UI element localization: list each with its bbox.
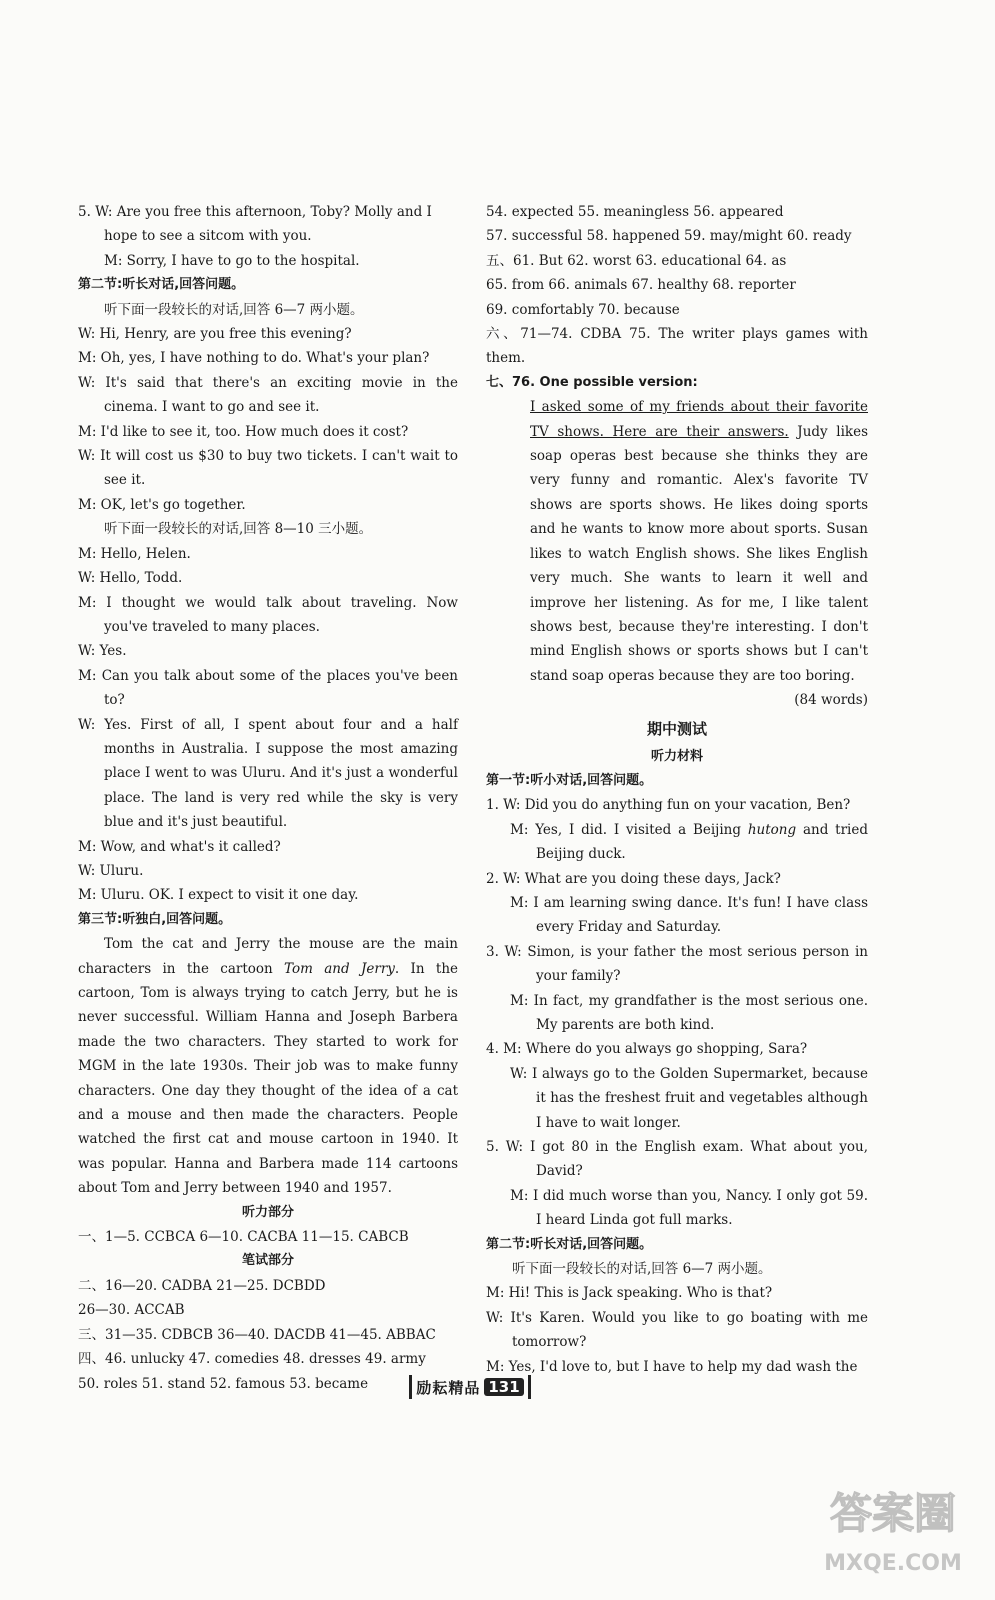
left-column (78, 200, 458, 1396)
answer-line-65: 65. from 66. animals 67. healthy 68. reporter (486, 277, 796, 294)
dialogue2-intro: 听下面一段较长的对话,回答 8—10 三小题。 (104, 521, 373, 538)
footer-brand: 励耘精品 (416, 1378, 481, 1397)
answer-line-54: 54. expected 55. meaningless 56. appeared (486, 204, 784, 220)
dialogue-line: W: Hi, Henry, are you free this evening? (78, 326, 352, 343)
answer-line-2: 二、16—20. CADBA 21—25. DCBDD (78, 1277, 326, 1294)
q1-woman: 1. W: Did you do anything fun on your vacation, Ben? (486, 797, 851, 814)
q4-woman: W: I always go to the Golden Supermarket, because it has the freshest fruit and vegetables although I have to wait longer. (510, 1065, 868, 1131)
dialogue-line: M: Wow, and what's it called? (78, 838, 281, 855)
answer-line-1: 一、1—5. CCBCA 6—10. CACBA 11—15. CABCB (78, 1229, 409, 1246)
dialogue-intro-right: 听下面一段较长的对话,回答 6—7 两小题。 (512, 1261, 772, 1278)
word-count: (84 words) (794, 692, 868, 709)
footer-bar-left (409, 1375, 412, 1399)
right-column (486, 200, 868, 1379)
dialogue-line: M: Oh, yes, I have nothing to do. What's your plan? (78, 350, 430, 367)
section2-heading-right: 第二节:听长对话,回答问题。 (486, 1236, 653, 1252)
q2-man: M: I am learning swing dance. It's fun! I have class every Friday and Saturday. (510, 894, 868, 936)
answer-line-6: 50. roles 51. stand 52. famous 53. became (78, 1375, 369, 1392)
watermark-text: 答案圈 (829, 1489, 957, 1538)
q1-man (486, 818, 868, 867)
q5-woman: 5. W: I got 80 in the English exam. What about you, David? (486, 1139, 868, 1180)
section2-heading: 第二节:听长对话,回答问题。 (78, 277, 245, 293)
dialogue-line: M: Yes, I'd love to, but I have to help my dad wash the (486, 1358, 858, 1375)
dialogue-line: M: Can you talk about some of the places you've been to? (78, 667, 458, 709)
dialogue-line: M: Hi! This is Jack speaking. Who is that? (486, 1285, 773, 1302)
section1-heading: 第一节:听小对话,回答问题。 (486, 772, 653, 788)
answer-76-heading: 七、76. One possible version: (486, 374, 698, 390)
essay-underlined-opening: I asked some of my friends about their favorite TV shows. Here are their answers. (530, 399, 868, 440)
hutong-word: hutong (747, 821, 797, 838)
dialogue-line: W: Yes. First of all, I spent about four and a half months in Australia. I suppose the most amazing place I went to was Uluru. And it's just a wonderful place. The land is very red while the sky is very blue and it's just beautiful. (78, 716, 458, 831)
footer-bar-right (528, 1375, 531, 1399)
q1-man-b: and tried Beijing duck. (536, 821, 868, 863)
page-footer (395, 1374, 545, 1400)
monologue-text-b: . In the cartoon, Tom is always trying to catch Jerry, but he is never successful. William Hanna and Joseph Barbera made the two characters. They started to work for MGM in the late 1930s. Their job was to make funny characters. One day they thought of the idea of a cat and a mouse and then made the characters. People watched the first cat and mouse cartoon in 1940. It was popular. Hanna and Barbera made 114 cartoons about Tom and Jerry between 1940 and 1957. (78, 960, 459, 1197)
monologue-text-a: Tom the cat and Jerry the mouse are the main characters in the cartoon (78, 936, 458, 977)
dialogue-line: M: OK, let's go together. (78, 496, 246, 513)
midterm-title: 期中测试 (646, 719, 707, 738)
dialogue-line: W: Yes. (78, 643, 127, 660)
q5-man-line: M: Sorry, I have to go to the hospital. (104, 252, 360, 269)
answer-line-4: 三、31—35. CDBCB 36—40. DACDB 41—45. ABBAC (78, 1326, 436, 1343)
page-number: 131 (484, 1378, 523, 1396)
dialogue-line: W: Hello, Todd. (78, 570, 183, 587)
watermark-logo (808, 1470, 978, 1590)
cartoon-title: Tom and Jerry (284, 960, 395, 977)
section3-heading: 第三节:听独白,回答问题。 (78, 911, 232, 927)
q5-man: M: I did much worse than you, Nancy. I only got 59. I heard Linda got full marks. (510, 1187, 868, 1229)
listening-part-heading: 听力部分 (241, 1204, 294, 1220)
dialogue-line: W: Uluru. (78, 862, 144, 879)
written-part-heading: 笔试部分 (241, 1253, 294, 1269)
answer-line-61: 五、61. But 62. worst 63. educational 64. as (486, 252, 787, 269)
q5-woman-line: 5. W: Are you free this afternoon, Toby? Molly and I (78, 204, 432, 220)
answer-line-57: 57. successful 58. happened 59. may/might 60. ready (486, 228, 852, 245)
essay-body: Judy likes soap operas best because she thinks they are very funny and romantic. Alex's favorite TV shows are sports shows. He likes doing sports and he wants to know more about sports. Susan likes to watch English shows. She likes English very much. She wants to learn it well and improve her listening. As for me, I like talent shows best, because they're interesting. I don't mind English shows or sports shows but I can't stand soap operas because they are too boring. (530, 423, 868, 684)
q4-man: 4. M: Where do you always go shopping, Sara? (486, 1041, 808, 1058)
dialogue-line: M: I'd like to see it, too. How much does it cost? (78, 423, 409, 440)
q3-man: M: In fact, my grandfather is the most serious one. My parents are both kind. (510, 992, 868, 1033)
dialogue-line: W: It's Karen. Would you like to go boating with me tomorrow? (486, 1309, 868, 1351)
dialogue-line: M: Hello, Helen. (78, 545, 191, 562)
answer-line-5: 四、46. unlucky 47. comedies 48. dresses 49. army (78, 1351, 426, 1368)
dialogue-line: W: It's said that there's an exciting movie in the cinema. I want to go and see it. (78, 374, 458, 416)
answer-line-69: 69. comfortably 70. because (486, 301, 680, 318)
answer-line-71: 六、71—74. CDBA 75. The writer plays games with them. (486, 326, 868, 367)
q1-man-a: M: Yes, I did. I visited a Beijing (510, 821, 748, 838)
dialogue-line: M: Uluru. OK. I expect to visit it one day. (78, 887, 359, 904)
q2-woman: 2. W: What are you doing these days, Jack? (486, 870, 781, 887)
sample-essay (486, 395, 868, 688)
q3-woman: 3. W: Simon, is your father the most serious person in your family? (486, 943, 868, 985)
monologue-paragraph (78, 932, 458, 1200)
answer-line-3: 26—30. ACCAB (78, 1302, 185, 1319)
q5-woman-line-2: hope to see a sitcom with you. (104, 228, 312, 245)
dialogue-line: M: I thought we would talk about traveling. Now you've traveled to many places. (78, 594, 458, 635)
watermark-site: MXQE.COM (824, 1551, 962, 1576)
dialogue-line: W: It will cost us $30 to buy two tickets. I can't wait to see it. (78, 448, 458, 489)
listening-material-heading: 听力材料 (650, 748, 703, 764)
dialogue1-intro: 听下面一段较长的对话,回答 6—7 两小题。 (104, 301, 364, 318)
